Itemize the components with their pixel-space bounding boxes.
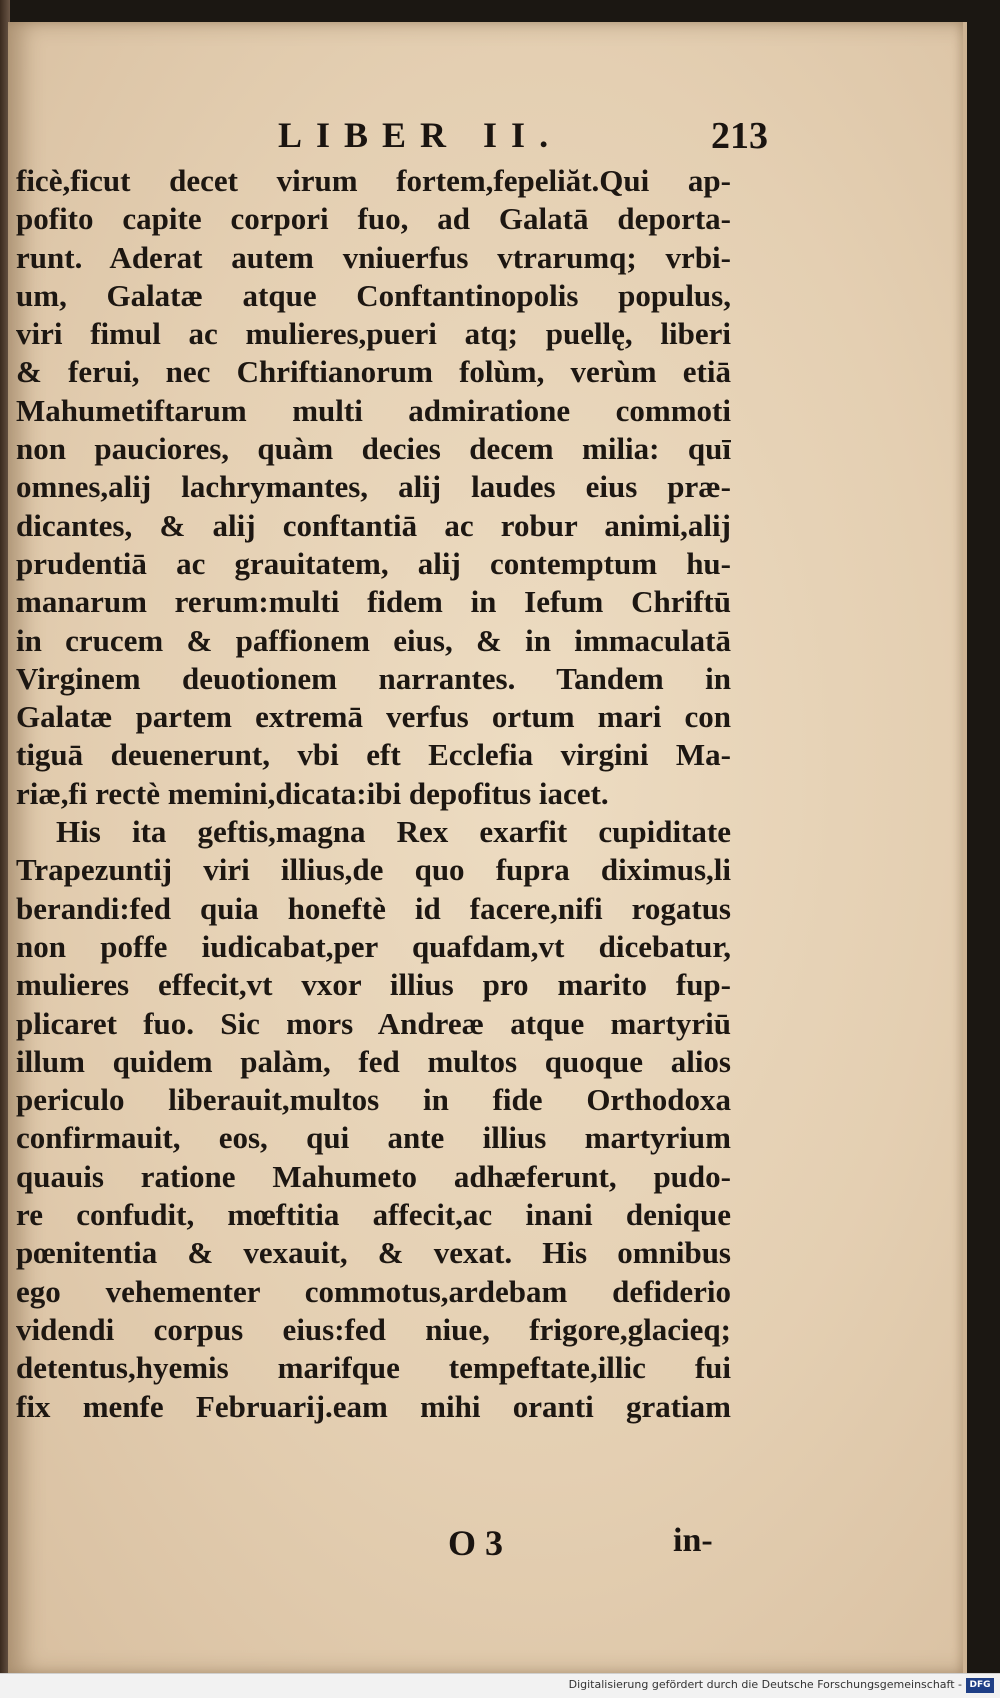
text-line: in crucem & paffionem eius, & in immaculatā	[16, 622, 731, 658]
text-line: viri fimul ac mulieres,pueri atq; puellę, liberi	[16, 316, 731, 352]
text-line: illum quidem palàm, fed multos quoque alios	[16, 1043, 731, 1079]
text-line: Galatæ partem extremā verfus ortum mari con	[16, 699, 731, 735]
text-line: berandi:fed quia honeftè id facere,nifi rogatus	[16, 890, 731, 926]
credit-text: Digitalisierung gefördert durch die Deutsche Forschungsgemeinschaft -	[568, 1678, 962, 1691]
text-line: pœnitentia & vexauit, & vexat. His omnibus	[16, 1235, 731, 1271]
text-line: pofito capite corpori fuo, ad Galatā deporta-	[16, 201, 731, 237]
page-footer	[8, 1522, 963, 1567]
text-line: ficè,ficut decet virum fortem,fepeliăt.Qui ap-	[16, 163, 731, 198]
body-text	[16, 162, 731, 1426]
text-line: Mahumetiftarum multi admiratione commoti	[16, 392, 731, 428]
catchword: in-	[673, 1522, 713, 1559]
text-line: Virginem deuotionem narrantes. Tandem in	[16, 660, 731, 696]
text-line: manarum rerum:multi fidem in Iefum Chriftū	[16, 584, 731, 620]
text-line: periculo liberauit,multos in fide Orthodoxa	[16, 1082, 731, 1118]
text-line: videndi corpus eius:fed niue, frigore,glacieq;	[16, 1311, 731, 1347]
text-line: re confudit, mœftitia affecit,ac inani denique	[16, 1197, 731, 1233]
text-line: dicantes, & alij conftantiā ac robur animi,alij	[16, 507, 731, 543]
digitization-credit-bar	[0, 1673, 1000, 1698]
text-line: omnes,alij lachrymantes, alij laudes eius præ-	[16, 469, 731, 505]
running-head	[8, 114, 963, 164]
text-line: His ita geftis,magna Rex exarfit cupiditate	[56, 814, 731, 850]
text-line: mulieres effecit,vt vxor illius pro marito fup-	[16, 967, 731, 1003]
text-line: non pauciores, quàm decies decem milia: quī	[16, 431, 731, 467]
text-line: detentus,hyemis marifque tempeftate,illic fui	[16, 1350, 731, 1386]
running-title: LIBER II.	[278, 115, 563, 155]
text-line: prudentiā ac grauitatem, alij contemptum hu-	[16, 545, 731, 581]
dfg-logo: DFG	[966, 1678, 994, 1693]
text-line: non poffe iudicabat,per quafdam,vt dicebatur,	[16, 928, 731, 964]
text-line: tiguā deuenerunt, vbi eft Ecclefia virgini Ma-	[16, 737, 731, 773]
text-line: plicaret fuo. Sic mors Andreæ atque martyriū	[16, 1005, 731, 1041]
signature-mark: O 3	[448, 1523, 504, 1563]
page-number: 213	[711, 115, 768, 157]
text-line: fix menfe Februarij.eam mihi oranti gratiam	[16, 1388, 731, 1424]
text-line: ego vehementer commotus,ardebam defiderio	[16, 1273, 731, 1309]
book-page	[8, 22, 967, 1674]
text-line: riæ,fi rectè memini,dicata:ibi depofitus iacet.	[16, 775, 609, 811]
text-line: um, Galatæ atque Conftantinopolis populus,	[16, 277, 731, 313]
text-line: runt. Aderat autem vniuerfus vtrarumq; vrbi-	[16, 239, 731, 275]
text-line: quauis ratione Mahumeto adhæferunt, pudo-	[16, 1158, 731, 1194]
text-line: confirmauit, eos, qui ante illius martyrium	[16, 1120, 731, 1156]
text-line: & ferui, nec Chriftianorum folùm, verùm etiā	[16, 354, 731, 390]
text-line: Trapezuntij viri illius,de quo fupra diximus,li	[16, 852, 731, 888]
